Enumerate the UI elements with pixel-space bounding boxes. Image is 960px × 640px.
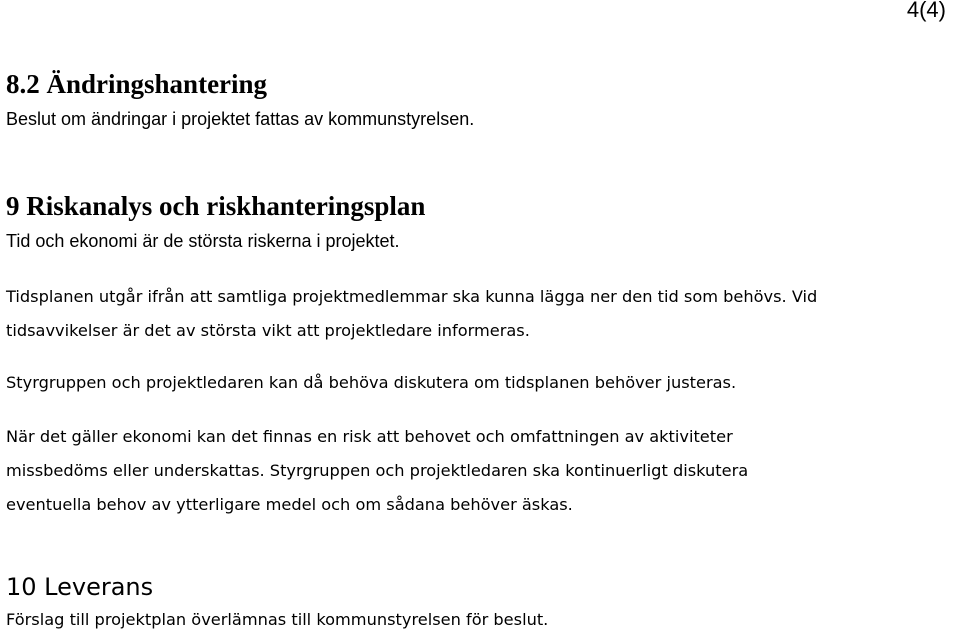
section-10-heading: 10 Leverans: [6, 573, 154, 601]
section-9-paragraph-2: [6, 366, 736, 400]
paragraph-line: Styrgruppen och projektledaren kan då behöva diskutera om tidsplanen behöver justeras.: [6, 373, 737, 392]
section-9-heading: 9 Riskanalys och riskhanteringsplan: [6, 191, 426, 221]
section-9-paragraph-1: [6, 280, 817, 348]
section-8-2-text: Beslut om ändringar i projektet fattas av kommunstyrelsen.: [6, 109, 475, 129]
section-8-2-heading: 8.2 Ändringshantering: [6, 69, 268, 99]
paragraph-line: tidsavvikelser är det av största vikt att projektledare informeras.: [6, 321, 530, 340]
section-9-intro: Tid och ekonomi är de största riskerna i projektet.: [6, 231, 400, 251]
page-number: 4(4): [906, 0, 946, 22]
paragraph-line: missbedöms eller underskattas. Styrgruppen och projektledaren ska kontinuerligt diskutera: [6, 461, 749, 480]
paragraph-line: När det gäller ekonomi kan det finnas en risk att behovet och omfattningen av aktiviteter: [6, 427, 733, 446]
section-9-paragraph-3: [6, 420, 748, 522]
paragraph-line: eventuella behov av ytterligare medel och om sådana behöver äskas.: [6, 495, 573, 514]
paragraph-line: Tidsplanen utgår ifrån att samtliga projektmedlemmar ska kunna lägga ner den tid som behövs. Vid: [6, 287, 818, 306]
section-10-text: Förslag till projektplan överlämnas till kommunstyrelsen för beslut.: [6, 610, 549, 629]
